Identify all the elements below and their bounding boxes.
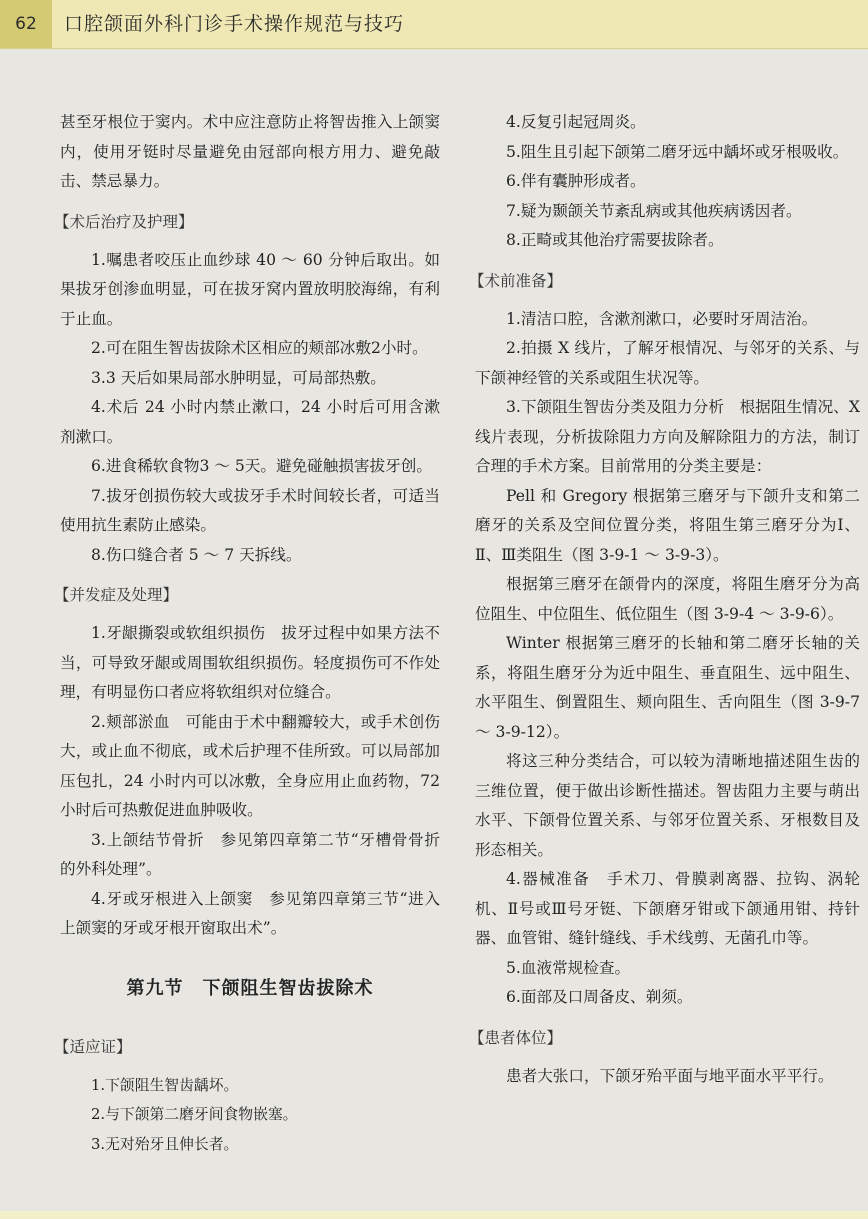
paragraph: Winter 根据第三磨牙的长轴和第二磨牙长轴的关系，将阻生磨牙分为近中阻生、垂直阻生、远中阻生、水平阻生、倒置阻生、颊向阻生、舌向阻生（图 3-9-7 ～ 3-9-12）。 — [475, 634, 860, 741]
paragraph: 5.阻生且引起下颌第二磨牙远中龋坏或牙根吸收。 — [506, 142, 849, 161]
paragraph: 1.牙龈撕裂或软组织损伤 拔牙过程中如果方法不当，可导致牙龈或周围软组织损伤。轻度损伤可不作处理，有明显伤口者应将软组织对位缝合。 — [60, 624, 440, 701]
paragraph: 患者大张口，下颌牙殆平面与地平面水平平行。 — [506, 1066, 834, 1085]
section-heading: 【适应证】 — [54, 1037, 132, 1056]
paragraph: 4.器械准备 手术刀、骨膜剥离器、拉钩、涡轮机、Ⅱ号或Ⅲ号牙铤、下颌磨牙钳或下颌通用钳、持针器、血管钳、缝针缝线、手术线剪、无菌孔巾等。 — [475, 870, 860, 947]
paragraph: 3.下颌阻生智齿分类及阻力分析 根据阻生情况、X 线片表现，分析拔除阻力方向及解除阻力的方法，制订合理的手术方案。目前常用的分类主要是： — [475, 398, 860, 475]
section-heading: 【术前准备】 — [469, 271, 563, 290]
paragraph: Pell 和 Gregory 根据第三磨牙与下颌升支和第二磨牙的关系及空间位置分类，将阻生第三磨牙分为Ⅰ、Ⅱ、Ⅲ类阻生（图 3-9-1 ～ 3-9-3）。 — [475, 486, 860, 564]
paragraph: 2.可在阻生智齿拔除术区相应的颊部冰敷2小时。 — [91, 339, 428, 357]
paragraph: 6.伴有囊肿形成者。 — [506, 172, 646, 190]
paragraph: 将这三种分类结合，可以较为清晰地描述阻生齿的三维位置，便于做出诊断性描述。智齿阻力主要与萌出水平、下颌骨位置关系、与邻牙位置关系、牙根数目及形态相关。 — [475, 752, 860, 859]
paragraph: 6.面部及口周备皮、剃须。 — [506, 988, 693, 1006]
left-column — [54, 108, 440, 1159]
section-heading: 【患者体位】 — [469, 1028, 563, 1047]
list-item: 2.与下颌第二磨牙间食物嵌塞。 — [91, 1106, 298, 1123]
right-column — [469, 108, 860, 1091]
paragraph: 1.嘱患者咬压止血纱球 40 ～ 60 分钟后取出。如果拔牙创渗血明显，可在拔牙窝内置放明胶海绵，有利于止血。 — [60, 250, 440, 328]
paragraph: 3.上颌结节骨折 参见第四章第二节“牙槽骨骨折的外科处理”。 — [60, 830, 440, 878]
paragraph: 5.血液常规检查。 — [506, 958, 631, 977]
paragraph: 2.颊部淤血 可能由于术中翻瓣较大，或手术创伤大，或止血不彻底，或术后护理不佳所致。可以局部加压包扎，24 小时内可以冰敷，全身应用止血药物，72 小时后可热敷促进血肿吸收。 — [60, 712, 440, 819]
paragraph: 1.清洁口腔，含漱剂漱口，必要时牙周洁治。 — [506, 309, 818, 328]
paragraph: 4.牙或牙根进入上颌窦 参见第四章第三节“进入上颌窦的牙或牙根开窗取出术”。 — [60, 889, 440, 937]
paragraph: 2.拍摄 X 线片，了解牙根情况、与邻牙的关系、与下颌神经管的关系或阻生状况等。 — [475, 339, 860, 387]
running-title: 口腔颌面外科门诊手术操作规范与技巧 — [64, 13, 405, 35]
section-heading: 【并发症及处理】 — [54, 586, 179, 604]
list-item: 3.无对殆牙且伸长者。 — [91, 1135, 239, 1153]
paragraph: 4.反复引起冠周炎。 — [506, 113, 646, 131]
list-item: 1.下颌阻生智齿龋坏。 — [91, 1076, 239, 1094]
paragraph: 8.伤口缝合者 5 ～ 7 天拆线。 — [91, 545, 302, 564]
page-number: 62 — [0, 0, 52, 48]
paragraph: 8.正畸或其他治疗需要拔除者。 — [506, 231, 724, 249]
paragraph: 6.进食稀软食物3 ～ 5天。避免碰触损害拔牙创。 — [91, 457, 432, 475]
paragraph: 甚至牙根位于窦内。术中应注意防止将智齿推入上颌窦内，使用牙铤时尽量避免由冠部向根方用力、避免敲击、禁忌暴力。 — [60, 113, 440, 190]
chapter-title: 第九节 下颌阻生智齿拔除术 — [126, 977, 374, 999]
page-bottom-edge — [0, 1211, 868, 1219]
paragraph: 7.拔牙创损伤较大或拔牙手术时间较长者，可适当使用抗生素防止感染。 — [60, 486, 440, 534]
paragraph: 根据第三磨牙在颌骨内的深度，将阻生磨牙分为高位阻生、中位阻生、低位阻生（图 3-9-4 ～ 3-9-6）。 — [475, 575, 860, 623]
page-header — [0, 0, 868, 49]
paragraph: 4.术后 24 小时内禁止漱口，24 小时后可用含漱剂漱口。 — [60, 398, 440, 446]
paragraph: 7.疑为颞颌关节紊乱病或其他疾病诱因者。 — [506, 201, 802, 220]
section-heading: 【术后治疗及护理】 — [54, 212, 194, 231]
paragraph: 3.3 天后如果局部水肿明显，可局部热敷。 — [91, 368, 386, 387]
